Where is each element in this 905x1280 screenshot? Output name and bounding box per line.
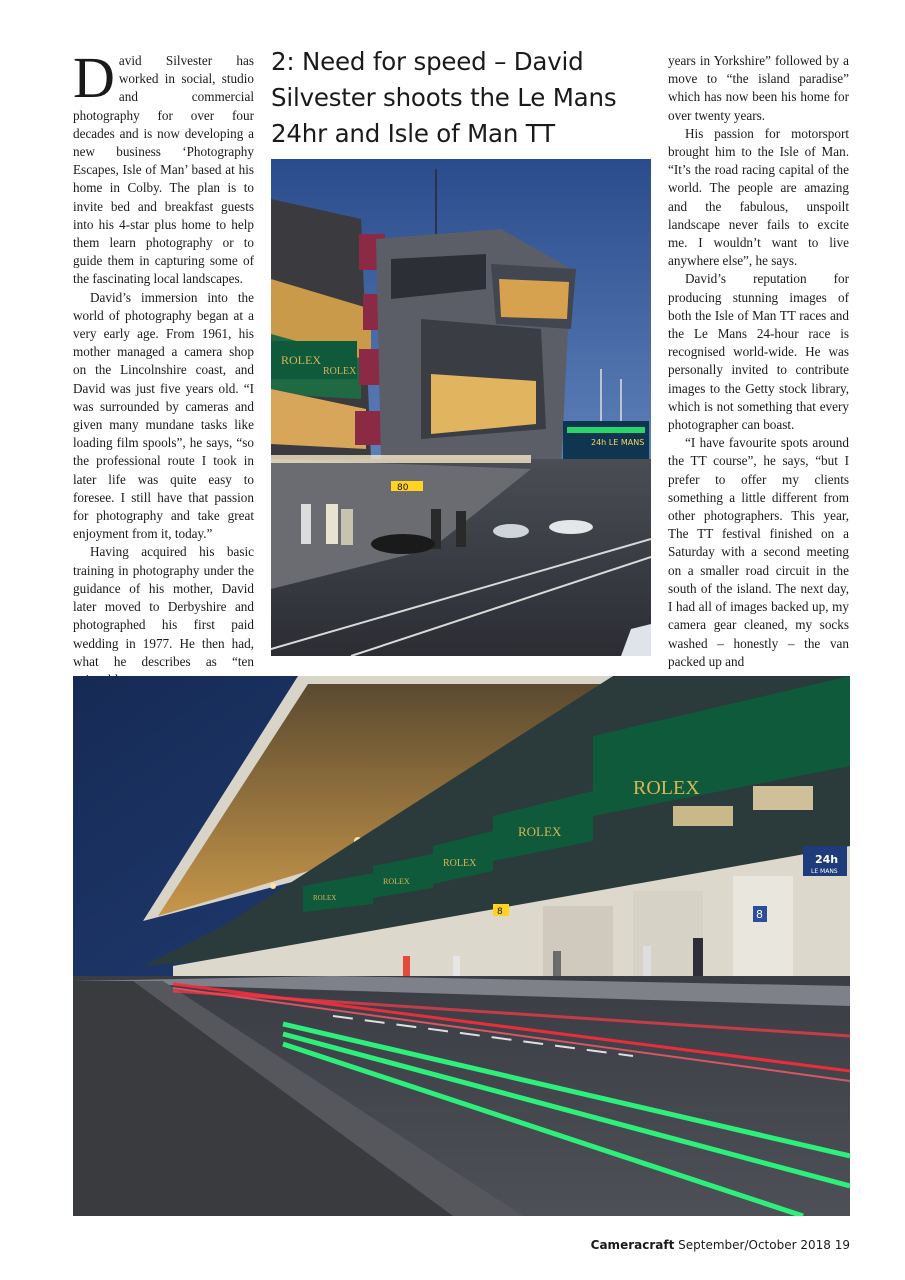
page-footer <box>591 1238 850 1252</box>
rolex-sign: ROLEX <box>443 858 477 869</box>
car-number: 8 <box>756 908 763 921</box>
car-number: 8 <box>497 907 503 917</box>
paragraph: Having acquired his basic training in photography under the guidance of his mother, David later moved to Derbyshire and photographed his first paid wedding in 1977. He then had, what he describes as “ten <box>73 544 254 669</box>
rolex-sign: ROLEX <box>518 824 562 839</box>
le-mans-24h-sign: 24h <box>815 853 839 866</box>
paragraph: years in Yorkshire” followed by a move to “the island paradise” which has now been his home for over twenty years. <box>668 53 849 123</box>
paragraph-text: avid Silvester has worked in social, studio and commercial photography for over four decades and is now developing a new business ‘Photography Escapes, Isle of Man’ based at his home in Colby. The plan is to invite bed and breakfast guests into his 4-star plus home to help them learn photography or to guide them in capturing some of the fascinating local landscapes. <box>73 53 254 287</box>
paragraph: “I have favourite spots around the TT course”, he says, “but I prefer to offer my clients something a little different from other photographers. This year, The TT festival finished on a Saturday with a second meeting on a smaller road circuit in the south of the island. The next day, I had all of images backed up, my camera gear cleaned, my socks washed – honestly – the van packed up and <box>668 435 849 669</box>
article-column-left <box>73 45 254 689</box>
scoreboard-sign-text: 24h LE MANS <box>591 438 645 447</box>
rolex-sign: ROLEX <box>383 877 410 886</box>
article-headline: 2: Need for speed – David Silvester shoots the Le Mans 24hr and Isle of Man TT <box>271 47 617 148</box>
pit-lane-light-trails-photo <box>73 676 850 1216</box>
rolex-sign: ROLEX <box>281 353 321 367</box>
paragraph: His passion for motorsport brought him to the Isle of Man. “It’s the road racing capital of the world. The people are amazing and the fabulous, unspoilt landscape never fails to excite me. I wouldn’t want to live anywhere else”, he says. <box>668 125 849 269</box>
photo-illustration <box>73 676 850 1216</box>
page-number: 19 <box>834 1238 850 1252</box>
le-mans-24h-sign-subtext: LE MANS <box>811 868 838 875</box>
rolex-sign: ROLEX <box>633 777 700 799</box>
article-column-right <box>668 52 849 671</box>
rolex-sign: ROLEX <box>313 894 337 902</box>
photo-illustration <box>271 159 651 656</box>
issue-date: September/October 2018 <box>678 1238 831 1252</box>
rolex-sign: ROLEX <box>323 366 357 377</box>
car-number: 80 <box>397 483 409 493</box>
le-mans-pit-building-photo <box>271 159 651 656</box>
drop-cap: D <box>73 45 115 110</box>
magazine-name: Cameracraft <box>590 1238 675 1252</box>
paragraph <box>73 45 254 289</box>
paragraph: David’s reputation for producing stunning images of both the Isle of Man TT races and the Le Mans 24-hour race is recognised world-wide. He was personally invited to contribute images to the Getty stock library, which is not something that every photographer can boast. <box>668 271 849 433</box>
paragraph: David’s immersion into the world of photography began at a very early age. From 1961, his mother managed a camera shop on the Lincolnshire coast, and David was just five years old. “I was surrounded by cameras and given many mundane tasks like loading film spools”, he says, “so the professional route I took in later life was quite easy to foresee. I still have that passion for photography and take great enjoyment from it, today.” <box>73 289 254 542</box>
